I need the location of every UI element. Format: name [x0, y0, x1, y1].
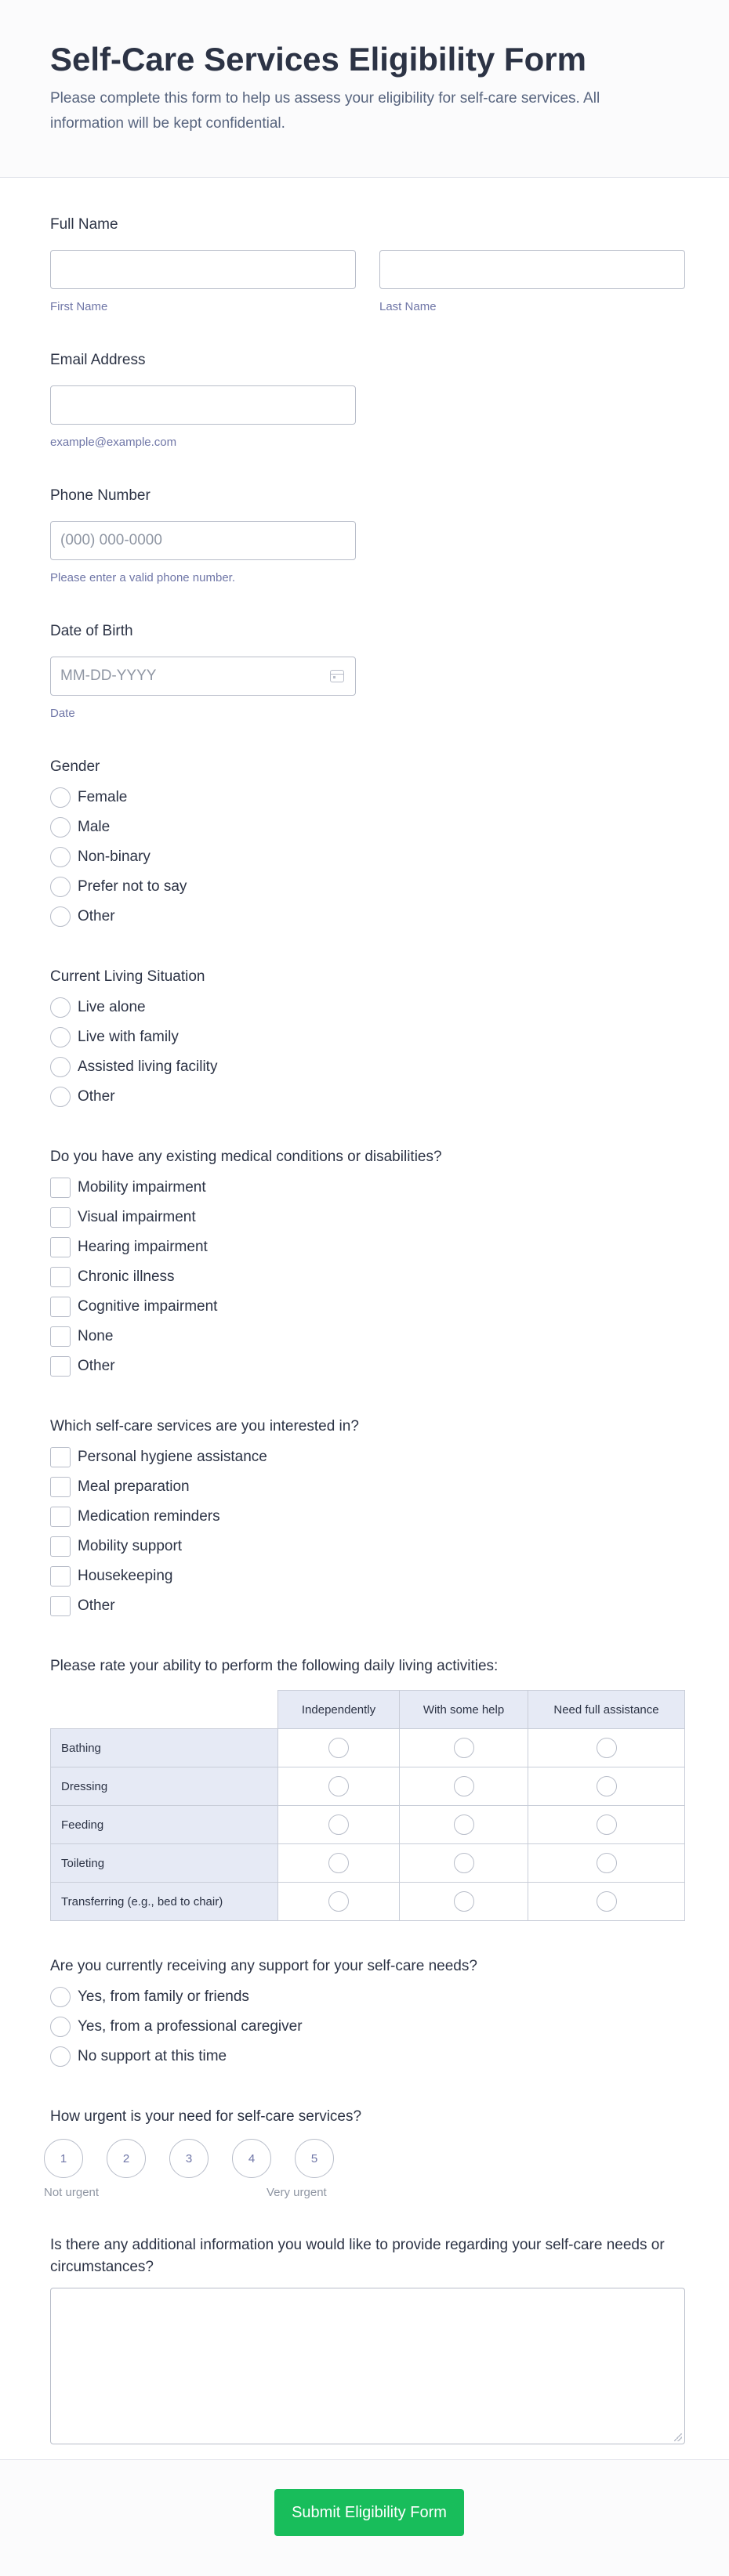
radio-button[interactable] — [454, 1814, 474, 1835]
option-label: Yes, from a professional caregiver — [78, 2018, 303, 2035]
full-name-field — [50, 178, 685, 315]
matrix-cell[interactable] — [528, 1806, 685, 1844]
email-field — [50, 315, 685, 450]
checkbox[interactable] — [50, 1237, 71, 1257]
matrix-column-header: Independently — [278, 1691, 400, 1729]
conditions-label: Do you have any existing medical conditions or disabilities? — [50, 1149, 442, 1165]
dob-placeholder: MM-DD-YYYY — [60, 668, 157, 684]
matrix-row-label: Bathing — [51, 1729, 278, 1767]
condition-option[interactable] — [50, 1262, 685, 1292]
service-option[interactable] — [50, 1442, 685, 1472]
option-label: Visual impairment — [78, 1209, 196, 1225]
gender-option-male[interactable] — [50, 812, 685, 842]
living-option-family[interactable] — [50, 1022, 685, 1052]
dob-sublabel: Date — [50, 707, 75, 720]
option-label: Female — [78, 789, 128, 805]
radio-button[interactable] — [50, 847, 71, 867]
radio-button[interactable] — [328, 1853, 349, 1873]
gender-option-female[interactable] — [50, 783, 685, 812]
option-label: Other — [78, 1358, 115, 1374]
matrix-row-label: Dressing — [51, 1767, 278, 1806]
matrix-corner — [51, 1691, 278, 1729]
checkbox[interactable] — [50, 1267, 71, 1287]
checkbox[interactable] — [50, 1596, 71, 1616]
condition-option[interactable] — [50, 1203, 685, 1232]
radio-button[interactable] — [454, 1891, 474, 1912]
radio-button[interactable] — [328, 1776, 349, 1796]
option-label: No support at this time — [78, 2048, 227, 2064]
option-label: Non-binary — [78, 848, 151, 865]
living-option-alone[interactable] — [50, 993, 685, 1022]
full-name-label: Full Name — [50, 216, 118, 233]
option-label: Housekeeping — [78, 1568, 173, 1584]
phone-field — [50, 450, 685, 586]
matrix-column-header: Need full assistance — [528, 1691, 685, 1729]
scale-low-label: Not urgent — [44, 2186, 100, 2199]
matrix-cell[interactable] — [278, 1844, 400, 1883]
radio-button[interactable] — [597, 1814, 617, 1835]
form-body — [0, 178, 729, 2444]
condition-option[interactable] — [50, 1232, 685, 1262]
last-name-sublabel: Last Name — [379, 300, 437, 313]
service-option[interactable] — [50, 1561, 685, 1591]
option-label: Other — [78, 1088, 115, 1105]
last-name-input[interactable] — [379, 250, 685, 289]
condition-option[interactable] — [50, 1322, 685, 1351]
matrix-cell[interactable] — [278, 1883, 400, 1921]
services-field — [50, 1381, 685, 1621]
form-header — [0, 0, 729, 178]
option-label: Personal hygiene assistance — [78, 1449, 267, 1465]
additional-textarea-wrapper — [50, 2288, 685, 2444]
radio-button[interactable] — [50, 1027, 71, 1047]
service-option[interactable] — [50, 1532, 685, 1561]
option-label: Other — [78, 1597, 115, 1614]
gender-option-other[interactable] — [50, 902, 685, 932]
option-label: Prefer not to say — [78, 878, 187, 895]
gender-option-non-binary[interactable] — [50, 842, 685, 872]
radio-button[interactable] — [50, 997, 71, 1018]
phone-label: Phone Number — [50, 487, 151, 504]
form-subtitle: Please complete this form to help us assess your eligibility for self-care services. All information will be kept confidential. — [50, 90, 600, 132]
radio-button[interactable] — [597, 1776, 617, 1796]
matrix-cell[interactable] — [528, 1729, 685, 1767]
gender-option-prefer-not[interactable] — [50, 872, 685, 902]
dob-field — [50, 586, 685, 722]
checkbox[interactable] — [50, 1477, 71, 1497]
support-option[interactable] — [50, 2042, 685, 2071]
option-label: Meal preparation — [78, 1478, 190, 1495]
option-label: Male — [78, 819, 111, 835]
gender-field — [50, 722, 685, 932]
email-input[interactable] — [50, 385, 356, 425]
matrix-cell[interactable] — [528, 1883, 685, 1921]
urgency-field — [44, 2071, 685, 2205]
radio-button[interactable] — [454, 1738, 474, 1758]
submit-button[interactable]: Submit Eligibility Form — [274, 2489, 464, 2536]
condition-option[interactable] — [50, 1173, 685, 1203]
checkbox[interactable] — [50, 1326, 71, 1347]
checkbox[interactable] — [50, 1207, 71, 1228]
option-label: Yes, from family or friends — [78, 1988, 249, 2005]
matrix-cell[interactable] — [400, 1767, 528, 1806]
option-label: Chronic illness — [78, 1268, 175, 1285]
form-title: Self-Care Services Eligibility Form — [50, 41, 586, 78]
radio-button[interactable] — [597, 1891, 617, 1912]
service-option[interactable] — [50, 1591, 685, 1621]
checkbox[interactable] — [50, 1536, 71, 1557]
matrix-cell[interactable] — [278, 1806, 400, 1844]
scale-option-5[interactable]: 5 — [295, 2139, 334, 2178]
radio-button[interactable] — [597, 1853, 617, 1873]
option-label: Live with family — [78, 1029, 179, 1045]
form-footer — [0, 2459, 729, 2576]
phone-input[interactable]: (000) 000-0000 — [50, 521, 356, 560]
gender-label: Gender — [50, 758, 100, 775]
matrix-cell[interactable] — [400, 1806, 528, 1844]
matrix-column-header: With some help — [400, 1691, 528, 1729]
radio-button[interactable] — [50, 2017, 71, 2037]
radio-button[interactable] — [597, 1738, 617, 1758]
services-label: Which self-care services are you interested in? — [50, 1418, 359, 1435]
support-option[interactable] — [50, 1982, 685, 2012]
email-label: Email Address — [50, 352, 146, 368]
radio-button[interactable] — [50, 817, 71, 838]
radio-button[interactable] — [50, 1987, 71, 2007]
calendar-icon[interactable] — [330, 670, 344, 682]
conditions-field — [50, 1112, 685, 1381]
additional-label: Is there any additional information you would like to provide regarding your self-care needs or circumstances? — [50, 2237, 665, 2275]
additional-field — [50, 2205, 685, 2444]
first-name-sublabel: First Name — [50, 300, 108, 313]
support-option[interactable] — [50, 2012, 685, 2042]
email-sublabel: example@example.com — [50, 436, 177, 449]
activities-matrix — [50, 1690, 685, 1921]
additional-textarea[interactable] — [50, 2288, 685, 2444]
support-field — [50, 1921, 685, 2071]
matrix-cell[interactable] — [278, 1767, 400, 1806]
scale-option-2[interactable]: 2 — [107, 2139, 146, 2178]
condition-option[interactable] — [50, 1292, 685, 1322]
scale-labels — [44, 2186, 685, 2205]
service-option[interactable] — [50, 1502, 685, 1532]
radio-button[interactable] — [50, 906, 71, 927]
checkbox[interactable] — [50, 1507, 71, 1527]
matrix-row-label: Transferring (e.g., bed to chair) — [51, 1883, 278, 1921]
radio-button[interactable] — [50, 877, 71, 897]
matrix-cell[interactable] — [528, 1767, 685, 1806]
urgency-label: How urgent is your need for self-care services? — [50, 2108, 362, 2125]
radio-button[interactable] — [454, 1853, 474, 1873]
matrix-cell[interactable] — [528, 1844, 685, 1883]
matrix-cell[interactable] — [278, 1729, 400, 1767]
phone-sublabel: Please enter a valid phone number. — [50, 571, 235, 584]
matrix-cell[interactable] — [400, 1883, 528, 1921]
living-field — [50, 932, 685, 1112]
dob-input[interactable] — [50, 657, 356, 696]
matrix-cell[interactable] — [400, 1729, 528, 1767]
option-label: Hearing impairment — [78, 1239, 208, 1255]
activities-label: Please rate your ability to perform the following daily living activities: — [50, 1658, 499, 1674]
radio-button[interactable] — [328, 1891, 349, 1912]
radio-button[interactable] — [50, 1057, 71, 1077]
condition-option[interactable] — [50, 1351, 685, 1381]
radio-button[interactable] — [328, 1814, 349, 1835]
radio-button[interactable] — [50, 2046, 71, 2067]
matrix-row-label: Toileting — [51, 1844, 278, 1883]
living-option-assisted[interactable] — [50, 1052, 685, 1082]
option-label: Medication reminders — [78, 1508, 220, 1525]
radio-button[interactable] — [50, 787, 71, 808]
matrix-cell[interactable] — [400, 1844, 528, 1883]
scale-high-label: Very urgent — [267, 2186, 327, 2199]
option-label: Assisted living facility — [78, 1058, 218, 1075]
radio-button[interactable] — [50, 1087, 71, 1107]
option-label: Mobility support — [78, 1538, 183, 1554]
living-option-other[interactable] — [50, 1082, 685, 1112]
support-label: Are you currently receiving any support for your self-care needs? — [50, 1958, 477, 1974]
living-label: Current Living Situation — [50, 968, 205, 985]
checkbox[interactable] — [50, 1178, 71, 1198]
checkbox[interactable] — [50, 1356, 71, 1377]
option-label: Other — [78, 908, 115, 924]
checkbox[interactable] — [50, 1447, 71, 1467]
radio-button[interactable] — [328, 1738, 349, 1758]
service-option[interactable] — [50, 1472, 685, 1502]
scale-option-1[interactable]: 1 — [44, 2139, 83, 2178]
resize-grip-icon[interactable] — [674, 2433, 682, 2441]
scale-option-4[interactable]: 4 — [232, 2139, 271, 2178]
dob-label: Date of Birth — [50, 623, 133, 639]
urgency-scale — [44, 2139, 685, 2178]
option-label: Live alone — [78, 999, 146, 1015]
option-label: Mobility impairment — [78, 1179, 206, 1196]
first-name-input[interactable] — [50, 250, 356, 289]
checkbox[interactable] — [50, 1297, 71, 1317]
option-label: Cognitive impairment — [78, 1298, 218, 1315]
option-label: None — [78, 1328, 114, 1344]
scale-option-3[interactable]: 3 — [169, 2139, 209, 2178]
radio-button[interactable] — [454, 1776, 474, 1796]
activities-field — [50, 1621, 685, 1921]
checkbox[interactable] — [50, 1566, 71, 1586]
matrix-row-label: Feeding — [51, 1806, 278, 1844]
